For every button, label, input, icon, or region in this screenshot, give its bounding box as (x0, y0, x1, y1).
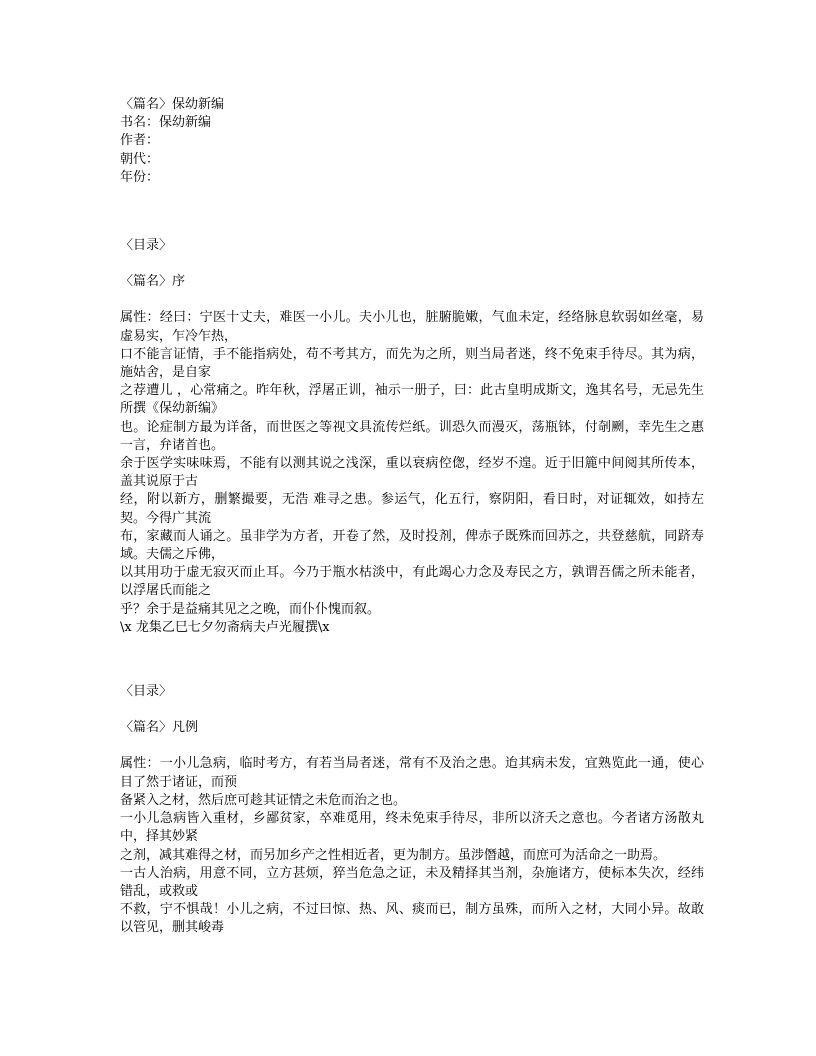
spacer (120, 701, 704, 719)
paragraph: 不救，宁不惧哉！小儿之病，不过曰惊、热、风、痰而已，制方虽殊，而所入之材，大同小异。故敢以管见，删其峻毒 (120, 902, 704, 936)
spacer (120, 291, 704, 309)
book-name: 书名：保幼新编 (120, 115, 212, 131)
paragraph: 以其用功于虚无寂灭而止耳。今乃于瓶水枯淡中，有此竭心力念及寿民之方，孰谓吾儒之所未能者，以浮屠氏而能之 (120, 565, 704, 599)
paragraph: 属性：一小儿急病，临时考方，有若当局者迷，常有不及治之患。迨其病未发，宜熟览此一通，使心目了然于诸证，而预 (120, 756, 704, 790)
author-line: 作者： (120, 133, 160, 149)
paragraph: 之剂，减其难得之材，而另加乡产之性相近者，更为制方。虽涉僭越，而庶可为活命之一助焉。 (120, 847, 667, 863)
paragraph: 也。论症制方最为详备，而世医之等视文具流传烂纸。训恐久而漫灭，荡瓶钵，付剞劂，幸先生之惠一言，弁诸首也。 (120, 419, 704, 453)
document-page (120, 96, 713, 938)
paragraph: 口不能言证情，手不能指病处，苟不考其方，而先为之所，则当局者迷，终不免束手待尽。其为病， 施姑舍，是自家 (120, 346, 713, 381)
paragraph: 乎？余于是益痛其见之之晚，而仆仆愧而叙。 (120, 601, 381, 617)
section-title-guidelines: 〈篇名〉凡例 (120, 720, 199, 736)
dynasty-line: 朝代： (120, 151, 160, 167)
section-title-preface: 〈篇名〉序 (120, 274, 186, 290)
paragraph: 余于医学实味味焉，不能有以测其说之浅深，重以衰病倥偬，经岁不遑。近于旧簏中间阅其所传本，盖其说原于古 (120, 456, 704, 490)
signature-line: \x 龙集乙巳七夕勿斋病夫卢光履撰\x (120, 619, 330, 635)
guidelines-body (120, 755, 704, 937)
spacer (120, 737, 704, 755)
year-line: 年份： (120, 169, 160, 185)
chapter-tag: 〈篇名〉保幼新编 (120, 97, 225, 112)
paragraph: 布，家藏而人诵之。虽非学为方者，开卷了然，及时投剂，俾赤子既殊而回苏之，共登慈航，同跻寿域。夫儒之斥佛， (120, 528, 704, 563)
preface-body (120, 309, 713, 637)
spacer (120, 637, 704, 683)
spacer (120, 187, 704, 237)
toc-heading: 〈目录〉 (120, 684, 173, 700)
paragraph: 属性：经曰：宁医十丈夫，难医一小儿。夫小儿也，脏腑脆嫩，气血未定，经络脉息软弱如丝毫，易虚易实，乍冷乍热， (120, 310, 704, 344)
paragraph: 之荐遭儿 ，心常痛之。昨年秋，浮屠正训，袖示一册子，曰：此古皇明成斯文，逸其名号，无忌先生所撰《保幼新编》 (120, 383, 704, 417)
toc-heading: 〈目录〉 (120, 238, 173, 254)
paragraph: 一古人治病，用意不同，立方甚烦，猝当危急之证，未及精择其当剂，杂施诸方，使标本失次，经纬错乱，或救或 (120, 865, 704, 899)
paragraph: 经，附以新方，删繁撮要，无浩 难寻之患。参运气，化五行，察阴阳，看日时，对证辄效，如持左契。今得广其流 (120, 492, 704, 526)
paragraph: 一小儿急病皆入重材，乡鄙贫家，卒难觅用，终未免束手待尽，非所以济夭之意也。今者诸方汤散丸中，择其妙紧 (120, 811, 704, 845)
spacer (120, 255, 704, 273)
paragraph: 备紧入之材，然后庶可趁其证情之未危而治之也。 (120, 792, 407, 808)
